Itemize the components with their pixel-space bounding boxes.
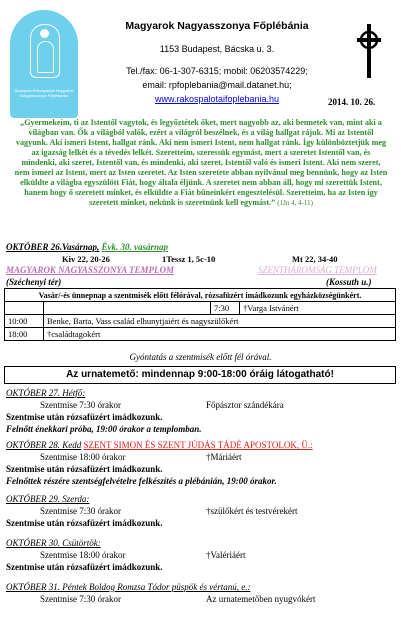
table-note-row (5, 289, 396, 302)
tuesday-note-2: Felnőttek részére szentségfelvételre felkészítés a plébánián, 19:00 órakor. (6, 476, 277, 486)
tuesday-feast: SZENT SIMON ÉS SZENT JÚDÁS TÁDÉ APOSTOLOK, Ü.: (83, 440, 313, 450)
monday-note-1: Szentmise után rózsafüzért imádkozunk. (6, 412, 163, 422)
day-tuesday-title: OKTÓBER 28. Kedd SZENT SIMON ÉS SZENT JÚDÁS TÁDÉ APOSTOLOK, Ü.: (6, 440, 313, 450)
thursday-note-1: Szentmise után rózsafüzért imádkozunk. (6, 562, 163, 572)
parish-logo (10, 10, 78, 118)
day-friday-title: OKTÓBER 31. Péntek Boldog Romzsa Tódor püspök és vértanú, e.: (6, 582, 251, 592)
parish-phone: Tel./fax: 06-1-307-6315; mobil: 06203574229; (126, 66, 308, 76)
parish-title: Magyarok Nagyasszonya Főplébánia (125, 20, 309, 32)
church-left-name: MAGYAROK NAGYASSZONYA TEMPLOM (6, 265, 175, 275)
church-right-name: SZENTHÁROMSÁG TEMPLOM (258, 265, 377, 275)
wednesday-mass: Szentmise 7:30 órakor (40, 506, 121, 516)
thursday-mass: Szentmise 18:00 órakor (40, 550, 126, 560)
quote-text: „Gyermekeim, ti az Istentől vagytok, és legyőztétek őket, mert nagyobb az, aki bennetek van, mint aki a világban van. Ők a világból valók, ezért a világról beszélnek, és a világ hallgat rájuk. Mi az Istentől vagyunk. Aki ismeri Istent, hallgat ránk. Aki nem ismeri Istent, nem hallgat ránk. Így különböztetjük meg az igazság lelkét és a tévedés lelkét. Szeretteim, szeressük egymást, mert a szeretet Istentől van, és mindenki, aki szeret, Istentől van, és mindenki, aki szeret, Istentől való és ismeri Istent. Aki nem szeret, nem ismeri az Istent, mert az Isten szeretet. Az Isten szeretete abban nyilvánul meg bennünk, hogy az Isten elküldte a világba egyszülött Fiát, hogy általa éljünk. A szeretet nem abban áll, hogy mi szerettük Istent, hanem hogy ő szeretett minket, és elküldte a Fiát bűneinkért engesztelésül. Szeretteim, ha az Isten így szeretett minket, nekünk is szeretnünk kell egymást.” (14, 118, 388, 207)
tuesday-note-1: Szentmise után rózsafüzért imádkozunk. (6, 464, 163, 474)
intent-left (44, 302, 211, 315)
logo-caption: Budapest-Rákospalota Magyarok Nagyasszonya Főplébánia (14, 88, 74, 98)
day-wednesday-title: OKTÓBER 29. Szerda: (6, 494, 90, 504)
madonna-icon (30, 24, 60, 78)
intent-right: †Varga Istvánért (240, 302, 396, 315)
day-thursday-title: OKTÓBER 30. Csütörtök: (6, 538, 101, 548)
monday-intent: Főpásztor szándékára (206, 400, 284, 410)
confession-note: Gyóntatás a szentmisék előtt fél órával. (129, 352, 272, 362)
wednesday-intent: †szülőkért és testvérekért (206, 506, 298, 516)
parish-website-link[interactable]: www.rakospalotaifoplebania.hu (154, 94, 280, 104)
parish-email: email: rpfoplebania@mail.datanet.hu; (142, 80, 292, 90)
day-monday-title: OKTÓBER 27. Hétfő: (6, 388, 86, 398)
bulletin-date: 2014. 10. 26. (328, 97, 376, 107)
monday-note-2: Felnőtt énekkari próba, 19:00 órakor a templomban. (6, 424, 202, 434)
tuesday-mass: Szentmise 18:00 órakor (40, 452, 126, 462)
monday-mass: Szentmise 7:30 órakor (40, 400, 121, 410)
table-row (5, 315, 396, 328)
sunday-heading (6, 242, 168, 252)
reading-2: 1Tessz 1, 5c-10 (162, 254, 216, 264)
sunday-date: OKTÓBER 26.Vasárnap, (6, 242, 100, 252)
friday-intent: Az urnatemetőben nyugvókért (206, 594, 316, 604)
cemetery-hours-box: Az urnatemető: mindennap 9:00-18:00 óráig látogatható! (4, 366, 396, 384)
table-row (5, 302, 396, 315)
church-left-location: (Széchenyi tér) (6, 277, 62, 287)
mass-schedule-table (4, 288, 396, 341)
thursday-intent: †Valériáért (206, 550, 246, 560)
reading-1: Kiv 22, 20-26 (62, 254, 110, 264)
intent-left: †családtagokért (44, 328, 396, 341)
intent-left: Benke, Barta, Vass család elhunytjaiért és nagyszülőkért (44, 315, 396, 328)
tuesday-intent: †Máriáért (206, 452, 242, 462)
parish-address: 1153 Budapest, Bácska u. 3. (159, 44, 275, 54)
time-left: 10:00 (5, 315, 44, 328)
time-right: 7:30 (211, 302, 240, 315)
church-right-location: (Kossuth u.) (326, 277, 372, 287)
rosary-note: Vasár/-és ünnepnap a szentmisék előtt félórával, rózsafüzért imádkozunk egyházközségünkért. (5, 289, 396, 302)
quote-reference: (1Jn 4, 4-11) (277, 199, 313, 207)
sunday-season: Évk. 30. vasárnap (101, 242, 169, 252)
reading-3: Mt 22, 34-40 (292, 254, 338, 264)
scripture-quote (14, 118, 388, 208)
time-left (5, 302, 44, 315)
wednesday-note-1: Szentmise után rózsafüzért imádkozunk. (6, 518, 163, 528)
table-row (5, 328, 396, 341)
friday-mass: Szentmise 7:30 órakor (40, 594, 121, 604)
time-left: 18:00 (5, 328, 44, 341)
celtic-cross-icon (354, 22, 384, 80)
